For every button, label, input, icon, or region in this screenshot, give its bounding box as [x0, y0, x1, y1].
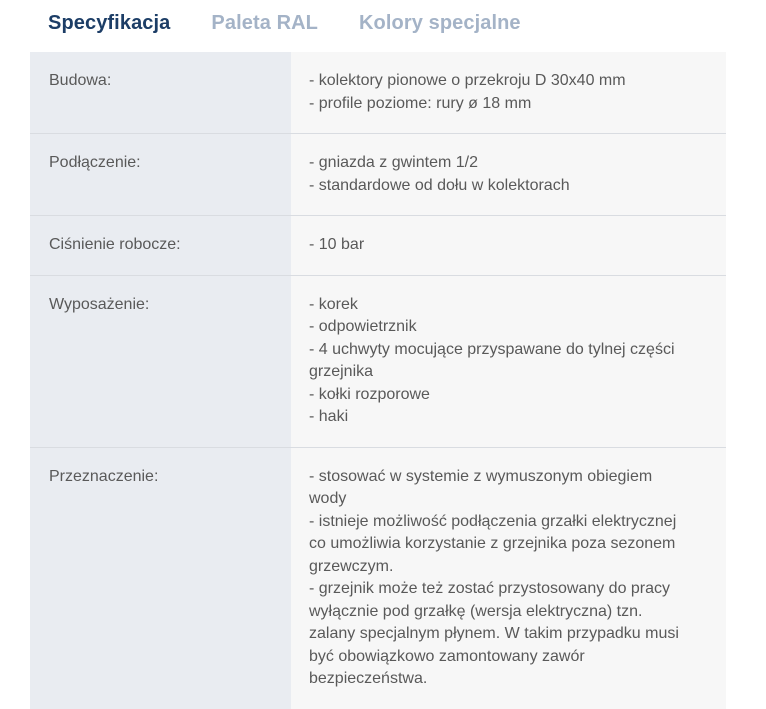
spec-value-line: - stosować w systemie z wymuszonym obiegiem wody [309, 467, 653, 507]
spec-row-przeznaczenie [30, 447, 726, 709]
spec-value-line: - gniazda z gwintem 1/2 [309, 154, 478, 171]
spec-value [291, 275, 726, 447]
spec-value-line: - odpowietrznik [309, 318, 417, 335]
spec-value [291, 134, 726, 216]
spec-value-line: - standardowe od dołu w kolektorach [309, 176, 570, 194]
spec-value-line: - profile poziome: rury ø 18 mm [309, 94, 532, 112]
tab-bar [48, 0, 562, 46]
spec-value-line: - 10 bar [309, 236, 365, 253]
tab-kolory-specjalne[interactable]: Kolory specjalne [359, 11, 521, 34]
specification-table [30, 52, 726, 709]
spec-value-line: - haki [309, 408, 349, 425]
spec-value-line: - kołki rozporowe [309, 385, 430, 403]
spec-label: Wyposażenie: [30, 275, 291, 447]
spec-value-line: - istnieje możliwość podłączenia grzałki elektrycznej co umożliwia korzystanie z grzejnika poza sezonem grzewczym. [309, 512, 677, 575]
tab-specyfikacja[interactable]: Specyfikacja [48, 11, 171, 34]
spec-label: Podłączenie: [30, 134, 291, 216]
tab-paleta-ral[interactable]: Paleta RAL [211, 11, 318, 34]
spec-row-budowa [30, 52, 726, 134]
spec-label: Budowa: [30, 52, 291, 134]
spec-value-line: - 4 uchwyty mocujące przyspawane do tylnej części grzejnika [309, 340, 675, 380]
spec-row-podlaczenie [30, 134, 726, 216]
spec-value-line: - grzejnik może też zostać przystosowany do pracy wyłącznie pod grzałkę (wersja elektryczna) tzn. zalany specjalnym płynem. W takim przypadku musi być obowiązkowo zamontowany zawór bezpieczeństwa. [309, 580, 679, 687]
spec-row-wyposazenie [30, 275, 726, 447]
spec-label: Ciśnienie robocze: [30, 216, 291, 276]
spec-value-line: - korek [309, 295, 358, 313]
spec-value-line: - kolektory pionowe o przekroju D 30x40 mm [309, 72, 626, 89]
spec-value [291, 52, 726, 134]
spec-value [291, 216, 726, 276]
spec-value [291, 447, 726, 709]
spec-label: Przeznaczenie: [30, 447, 291, 709]
spec-row-cisnienie [30, 216, 726, 276]
